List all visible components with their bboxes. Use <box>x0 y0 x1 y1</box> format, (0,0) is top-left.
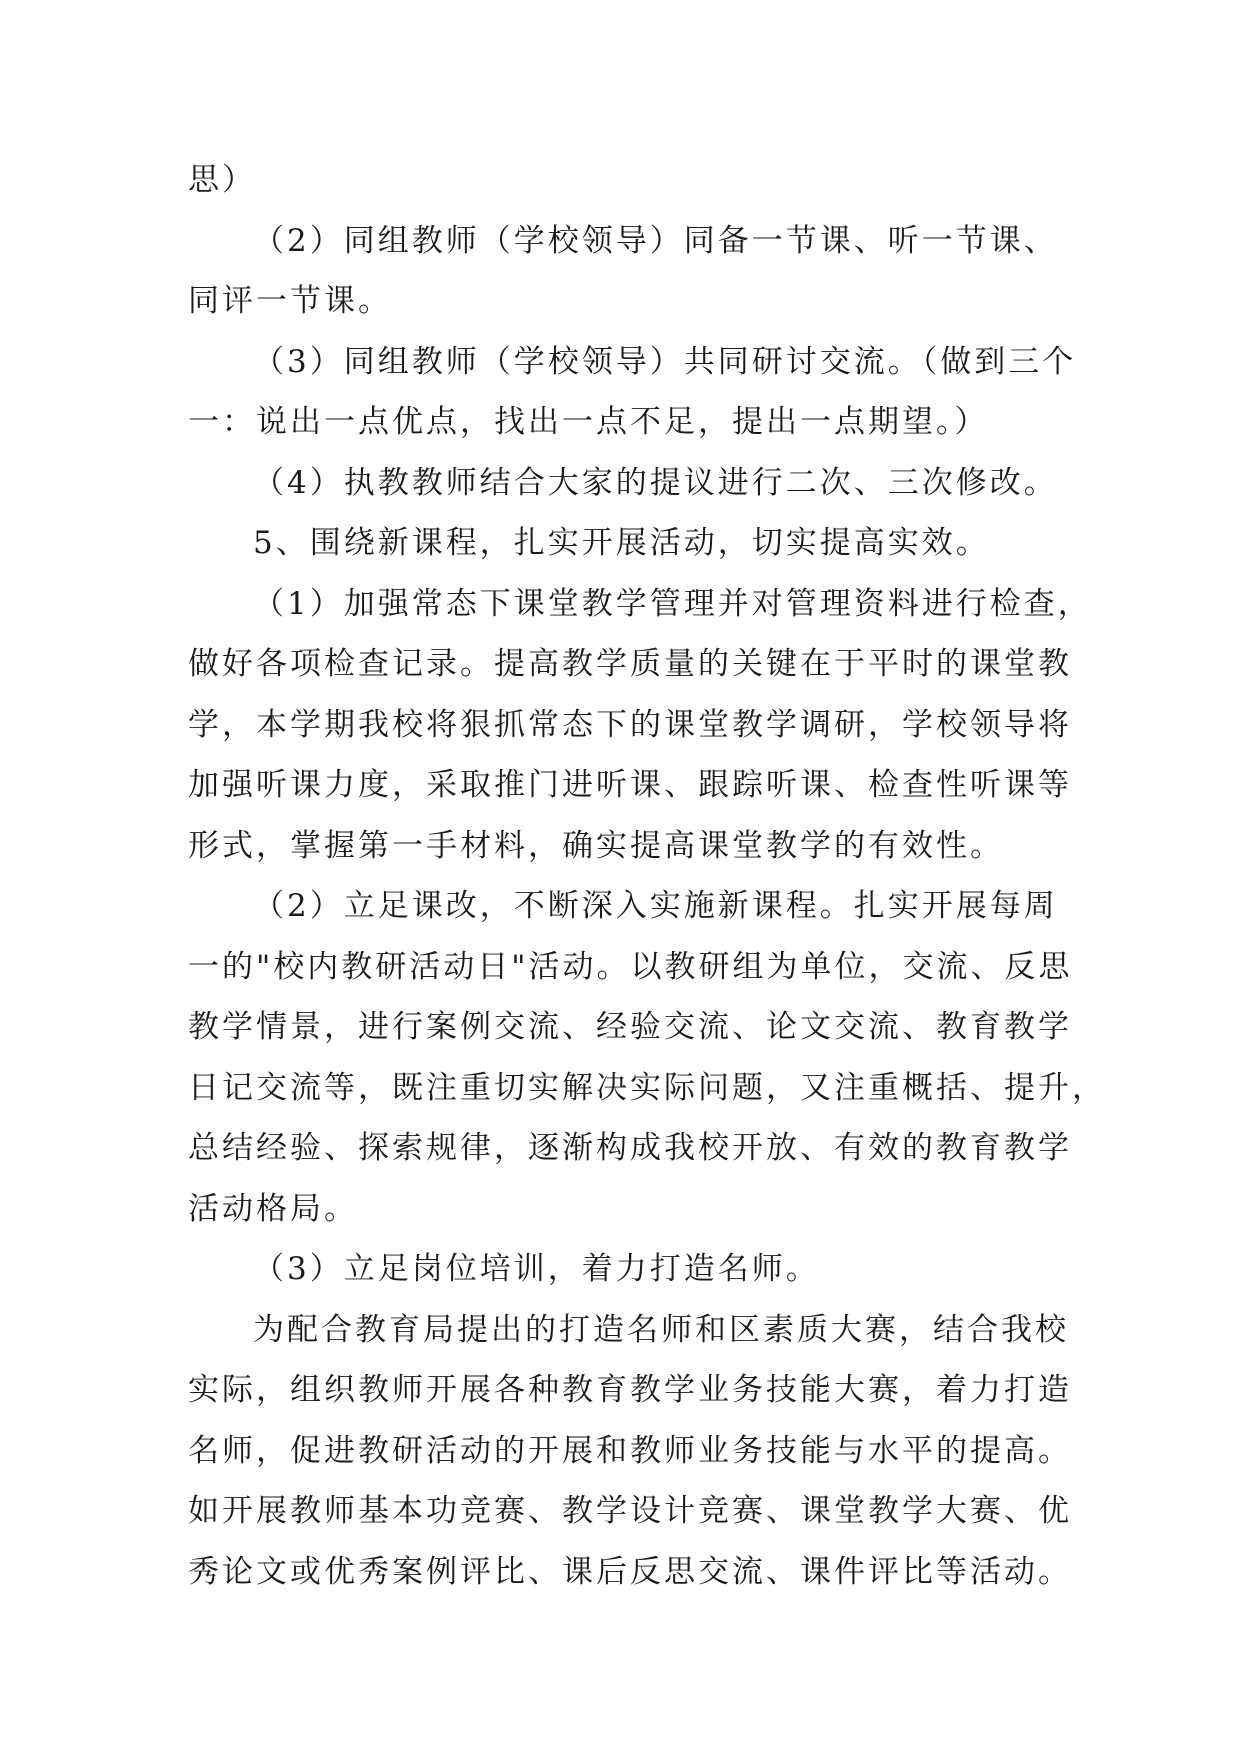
text-line: 为配合教育局提出的打造名师和区素质大赛，结合我校 <box>253 1311 1069 1348</box>
text-line: （2）立足课改，不断深入实施新课程。扎实开展每周 <box>253 888 1058 924</box>
text-line: 实际，组织教师开展各种教育教学业务技能大赛，着力打造 <box>188 1372 1072 1408</box>
text-line: 活动格局。 <box>188 1190 358 1227</box>
text-line: 5、围绕新课程，扎实开展活动，切实提高实效。 <box>253 525 990 561</box>
text-line: （2）同组教师（学校领导）同备一节课、听一节课、 <box>253 222 1058 259</box>
text-line: 教学情景，进行案例交流、经验交流、论文交流、教育教学 <box>188 1009 1072 1045</box>
text-line: 学，本学期我校将狠抓常态下的课堂教学调研，学校领导将 <box>188 706 1072 743</box>
text-line: （3）同组教师（学校领导）共同研讨交流。（做到三个 <box>253 343 1077 380</box>
text-line: 如开展教师基本功竞赛、教学设计竞赛、课堂教学大赛、优 <box>188 1493 1072 1529</box>
text-line: 思） <box>188 162 256 198</box>
text-line: 加强听课力度，采取推门进听课、跟踪听课、检查性听课等 <box>188 767 1072 803</box>
text-line: 名师，促进教研活动的开展和教师业务技能与水平的提高。 <box>188 1432 1072 1469</box>
text-line: 同评一节课。 <box>188 283 392 319</box>
text-line: 一：说出一点优点，找出一点不足，提出一点期望。） <box>188 404 989 440</box>
text-line: （3）立足岗位培训，着力打造名师。 <box>253 1251 820 1287</box>
document-body <box>188 150 1106 1602</box>
text-line: 做好各项检查记录。提高教学质量的关键在于平时的课堂教 <box>188 646 1072 682</box>
text-line: 形式，掌握第一手材料，确实提高课堂教学的有效性。 <box>188 827 1004 864</box>
text-line: （4）执教教师结合大家的提议进行二次、三次修改。 <box>253 464 1058 501</box>
text-line: 秀论文或优秀案例评比、课后反思交流、课件评比等活动。 <box>188 1553 1072 1590</box>
text-line: 日记交流等，既注重切实解决实际问题，又注重概括、提升， <box>188 1069 1106 1106</box>
text-line: 一的"校内教研活动日"活动。以教研组为单位，交流、反思 <box>188 948 1073 985</box>
text-line: （1）加强常态下课堂教学管理并对管理资料进行检查， <box>253 585 1092 622</box>
text-line: 总结经验、探索规律，逐渐构成我校开放、有效的教育教学 <box>188 1130 1072 1166</box>
